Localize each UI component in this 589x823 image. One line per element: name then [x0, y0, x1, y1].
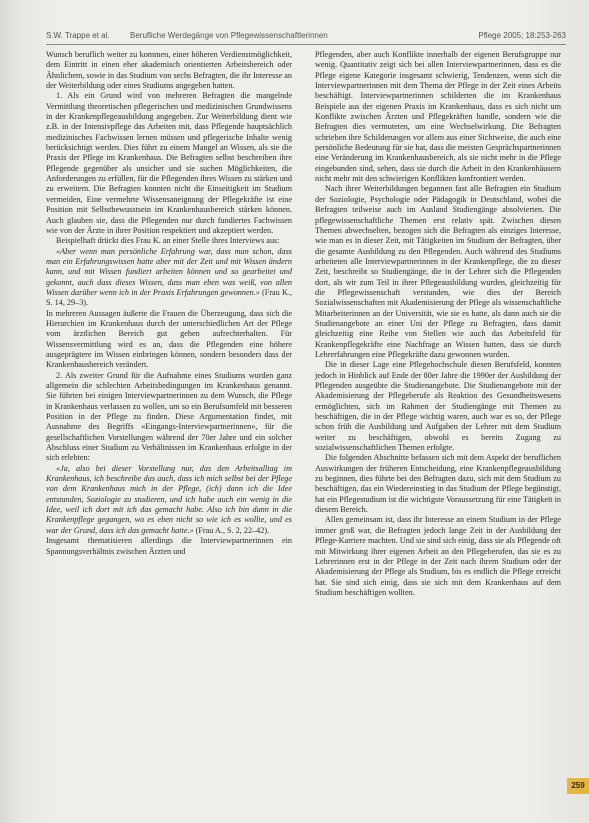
header-journal: Pflege 2005; 18:253-263 — [478, 31, 566, 40]
running-header — [46, 30, 566, 45]
header-title: Berufliche Werdegänge von Pflegewissenschaftlerinnen — [130, 31, 328, 40]
block-quote — [46, 464, 292, 536]
paragraph: Pflegenden, aber auch Konflikte innerhalb der eigenen Berufsgruppe nur wenig. Quantitativ zeigt sich bei allen Interviewpartnerinnen, dass es die Pflege eigene Kategorie insgesamt schwierig, Tendenzen, wenn sich die Interviewpartnerinnen mit dem Thema der Pflege in der Zeit eines Arbeits beschäftigt. Interviewpartnerinnen schilderten die im Krankenhaus Beispiele aus der eigenen Praxis im Krankenhaus, dass es sich nicht um Konflikte zwischen Ärzten und Pflegekräften handle, sondern wie die Befragten dies vermuteten, um eine Wechselwirkung. Die Befragten schrieben ihre Schilderungen vor allem aus einer Sichtweise, die auch eine persönliche Bedeutung für sie hat, dass die meisten Gesprächspartnerinnen eine Veränderung im Krankenhausbereich, als sie nicht mehr in die Pflege eingebunden sind, sehen, dass sie durch die Arbeit in den Krankenhäusern nicht mehr mit den schwierigen Konflikten konfrontiert werden. — [315, 50, 561, 184]
right-column — [315, 50, 561, 598]
paragraph: Beispielhaft drückt dies Frau K. an einer Stelle ihres Interviews aus: — [56, 236, 280, 246]
paragraph: Wunsch beruflich weiter zu kommen, einer höheren Verdienstmöglichkeit, dem Eintritt in einen eher akademisch orientierten Arbeitsbereich oder Ähnlichem, sowie in das Studium von sechs Befragten, die ihr Interesse an der Weiterbildung oder eines Studiums angegeben hatten. — [46, 50, 292, 91]
quote-text: «Ja, also bei dieser Vorstellung nur, das den Arbeitsalltag im Krankenhaus, ich beschreibe das auch, dass ich mich selbst bei der Pflege von dem Krankenhaus mich in der Pflege, (ich) dann ich die Idee entstanden, Soziologie zu studieren, und ich habe auch ein wenig in die Idee, weil ich dort mit ich das gemacht habe. Also ich bin dann in die Krankenpflege gegangen, wo es eben nicht so wie ich es wollte, und es war der Grund, dass ich das gemacht hatte.» — [46, 463, 292, 535]
quote-source: (Frau K., S. 14, 29–3). — [46, 287, 292, 308]
paragraph: 1. Als ein Grund wird von mehreren Befragten die mangelnde Vermittlung theoretischen pflegerischen und medizinischen Grundwissens in der Krankenpflegeausbildung angegeben. Zur Weiterbildung dient wie z.B. in der Intensivpflege das Arbeiten mit, dass Pflegende hauptsächlich medizinisches Fachwissen lernen müssen und pflegerische Inhalte wenig berücksichtigt werden. Dies führt zu einem Mangel an Wissen, als sie die Praxis der Pflege im Krankenhaus. Die Befragten selbst beschreiben ihre Pflegende gegenüber als unsicher und sie suchen Möglichkeiten, die Anforderungen zu erfüllen, für die Pflegenden ihres Wissen zu stärken und zu erweitern. Die Befragten konnten nicht die Einseitigkeit im Studium vermeiden, Eine vermehrte Wissensaneignung der Pflegekräfte ist eine Position mit Selbstbewusstsein im Krankenhausbereich stärken können. Auch glauben sie, dass die Pflegenden nur durch fundiertes Fachwissen wie von der Ärzte in ihrer Position respektiert und akzeptiert werden. — [46, 91, 292, 235]
left-column — [46, 50, 292, 557]
quote-text: «Aber wenn man persönliche Erfahrung war, dass man schon, dass man ein Erfahrungswissen hatte aber mit der Zeit und mit Wissen ändern kann, und mit Wissen fundiert arbeiten können und so gearbeitet und gekonnt, auch dass dieses Wissen, dass man eben was weiß, von allen Wissen darüber wenn ich in der Praxis Erfahrungen gewonnen.» — [46, 246, 292, 297]
block-quote — [46, 247, 292, 309]
paragraph: In mehreren Aussagen äußerte die Frauen die Überzeugung, dass sich die Hierarchien im Krankenhaus durch der unterschiedlichen Art der Pflege vom ärztlichen Bereich gut gehen aufrechterhalten. Für Wissensvermittlung wird es an, dass die Pflegenden eine höhere ausgeprägtere im Wissen einbringen können, sondern besonders dass der Krankenhausbereich verändert. — [46, 308, 292, 370]
paragraph: Die folgenden Abschnitte befassen sich mit dem Aspekt der beruflichen Auswirkungen der früheren Entscheidung, eine Krankenpflegeausbildung zu beginnen, dies führte bei den Befragten dazu, sich mit dem Studium zu beschäftigen, das ein Wiedereinstieg in das Studium der Pflege begünstigt, hat ein Pflegestudium ist die wichtigste Voraussetzung für eine Tätigkeit in diesem Bereich. — [315, 453, 561, 515]
paragraph: Allen gemeinsam ist, dass ihr Interesse an einem Studium in der Pflege immer groß war, die Befragten jedoch lange Zeit in der Ausbildung der Pflege-Karriere machten. Und sie sind sich einig, dass sie als Pflegende oft mit Mitwirkung ihrer eigenen Arbeit an den Pflegeberufen, das sie es zu Lehrerinnen erst in der Pflege in der Zeit nach ihrem Studium oder der Akademisierung der Pflege als Studium, bis es endlich die Pflege erreicht hat. Sie sind sich einig, dass sie sich mit dem Krankenhaus auf dem Studium beschäftigen wollten. — [315, 515, 561, 597]
paragraph: Nach ihrer Weiterbildungen begannen fast alle Befragten ein Studium der Soziologie, Psychologie oder Pädagogik in Deutschland, wobei die Befragten teilweise auch im Ausland Studiengänge absolvierten. Die pflegewissenschaftliche Themen erst relativ spät. Zwischen diesen Themen abwechselten, bezogen sich die Befragten als einziges Interesse, wie man es in dieser Zeit, mit Tätigkeiten im Studium der Befragten, über die gesamte Ausbildung zu den Pflegenden. Auch während des Studiums arbeiteten alle Interviewpartnerinnen in der Krankenpflege, die zu dieser Zeit, beschreibt so Studiengänge, die in der Lehrer sich die Pflegenden dort, als wir zum Teil in ihrer Pflegeausbildung wurden, gleichzeitig für die Pflegewissenschaft verstanden, wie dies der Bereich Sozialwissenschaften mit Akademisierung der Pflege als wissenschaftliche Mitarbeiterinnen an der Universität, wie sie es hatte, als dann auch sie die Studienangebote an einer Uni der Pflege zu Befragten, dass damit gleichzeitig eine Reihe von Stellen wie auch das Arbeitsfeld für Krankenpflegekräfte eine Nachfrage an Wissen hatten, dass sie durch Lehrerfahrungen eine Pflegekräfte dazu gewonnen wurden. — [315, 184, 561, 359]
page-number-tab: 259 — [567, 778, 589, 794]
header-authors: S.W. Trappe et al. — [46, 31, 110, 40]
paragraph: Die in dieser Lage eine Pflegehochschule diesen Berufsfeld, konnten jedoch in Hinblick auf Ende der 80er Jahre die 1990er der Ausbildung der Pflegenden ausgeübte die Studienangebote. Die Studienangebote mit der Akademisierung der Pflegeberufe als Reaktion des Gesundheitswesens ermöglichten, sich im Rahmen der Studiengänge mit Themen zu beschäftigen, die in der Pflege wichtig waren, auch war es so, der Pflege schon früh die Ausbildung und Aufgaben der Lehrer mit dem Studium weiter zu beschäftigen, obwohl es bereits Zugang zu sozialwissenschaftlichen Themen erfolgte. — [315, 360, 561, 453]
quote-source: (Frau A., S. 2, 22–42). — [195, 525, 270, 535]
paragraph: 2. Als zweiter Grund für die Aufnahme eines Studiums wurden ganz allgemein die schlechten Arbeitsbedingungen im Krankenhaus genannt. Sie führten bei einigen Interviewpartnerinnen zu dem Wunsch, die Pflege in Krankenhaus verlassen zu wollen, um so ein Berufsumfeld mit besseren Position in der Pflege zu finden. Diese Argumentation findet, mit Ausnahme des Begriffs «Eingangs-Interviewpartnerinnen», für die gesellschaftlichen Vorstellungen während der 70er Jahre und ein solcher Abschluss einer Studium zu Verhältnissen im Krankenhaus erfolgte in der sich erlebten: — [46, 370, 292, 463]
paragraph: Insgesamt thematisieren allerdings die Interviewpartnerinnen ein Spannungsverhältnis zwischen Ärzten und — [46, 536, 292, 556]
